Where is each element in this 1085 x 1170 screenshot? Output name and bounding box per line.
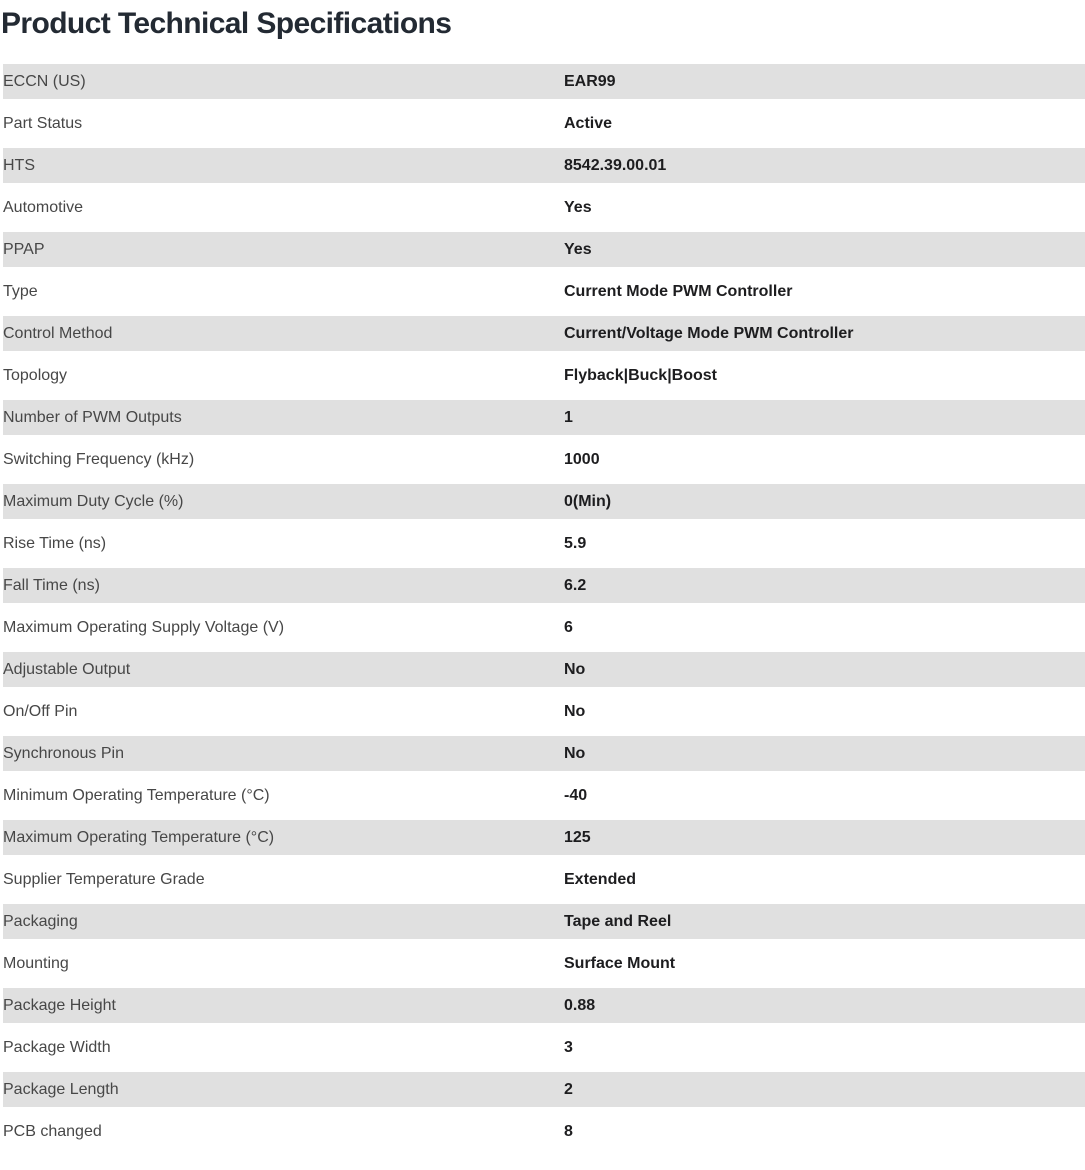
spec-value: 8 — [564, 1122, 573, 1140]
spec-value: 1000 — [564, 450, 600, 468]
specs-table-body — [3, 64, 1085, 1149]
spec-label: Package Height — [3, 996, 116, 1014]
spec-row — [3, 1030, 1085, 1065]
spec-value: 5.9 — [564, 534, 587, 552]
spec-label: Minimum Operating Temperature (°C) — [3, 786, 270, 804]
spec-label: Number of PWM Outputs — [3, 408, 182, 426]
spec-value: 1 — [564, 408, 573, 426]
spec-row — [3, 400, 1085, 435]
spec-label: Type — [3, 282, 38, 300]
spec-label: ECCN (US) — [3, 72, 86, 90]
spec-value: No — [564, 744, 586, 762]
spec-label: Rise Time (ns) — [3, 534, 107, 552]
page-title: Product Technical Specifications — [1, 7, 452, 40]
spec-row — [3, 862, 1085, 897]
spec-label: PPAP — [3, 240, 45, 258]
spec-row — [3, 988, 1085, 1023]
spec-row — [3, 64, 1085, 99]
spec-label: HTS — [3, 156, 35, 174]
spec-row — [3, 694, 1085, 729]
spec-row — [3, 610, 1085, 645]
spec-label: Package Width — [3, 1038, 111, 1056]
spec-value: Surface Mount — [564, 954, 676, 972]
spec-value: 8542.39.00.01 — [564, 156, 667, 174]
spec-label: Maximum Operating Temperature (°C) — [3, 828, 275, 846]
spec-value: 125 — [564, 828, 591, 846]
spec-label: Control Method — [3, 324, 113, 342]
spec-label: Part Status — [3, 114, 83, 132]
spec-row — [3, 946, 1085, 981]
spec-value: EAR99 — [564, 72, 616, 90]
spec-label: Fall Time (ns) — [3, 576, 100, 594]
spec-label: Synchronous Pin — [3, 744, 124, 762]
spec-row — [3, 442, 1085, 477]
spec-label: PCB changed — [3, 1122, 102, 1140]
spec-row — [3, 1114, 1085, 1149]
spec-value: No — [564, 660, 586, 678]
spec-row — [3, 358, 1085, 393]
spec-value: 3 — [564, 1038, 573, 1056]
spec-value: 0(Min) — [564, 492, 612, 510]
spec-value: -40 — [564, 786, 588, 804]
spec-label: Package Length — [3, 1080, 119, 1098]
spec-row — [3, 820, 1085, 855]
spec-value: Current Mode PWM Controller — [564, 282, 793, 300]
spec-value: Extended — [564, 870, 637, 888]
spec-row — [3, 526, 1085, 561]
spec-value: Tape and Reel — [564, 912, 672, 930]
spec-label: Switching Frequency (kHz) — [3, 450, 195, 468]
spec-row — [3, 190, 1085, 225]
spec-value: Flyback|Buck|Boost — [564, 366, 717, 384]
spec-row — [3, 148, 1085, 183]
spec-label: Topology — [3, 366, 68, 384]
specs-table — [3, 57, 1085, 1156]
spec-value: Current/Voltage Mode PWM Controller — [564, 324, 854, 342]
spec-label: Maximum Duty Cycle (%) — [3, 492, 184, 510]
spec-value: 0.88 — [564, 996, 596, 1014]
spec-row — [3, 106, 1085, 141]
spec-row — [3, 1072, 1085, 1107]
spec-row — [3, 778, 1085, 813]
spec-row — [3, 652, 1085, 687]
spec-row — [3, 316, 1085, 351]
spec-value: Yes — [564, 198, 592, 216]
spec-label: On/Off Pin — [3, 702, 78, 720]
spec-row — [3, 568, 1085, 603]
spec-value: 2 — [564, 1080, 573, 1098]
spec-value: Active — [564, 114, 613, 132]
spec-value: 6.2 — [564, 576, 587, 594]
spec-row — [3, 232, 1085, 267]
spec-row — [3, 484, 1085, 519]
spec-label: Adjustable Output — [3, 660, 131, 678]
spec-label: Packaging — [3, 912, 78, 930]
spec-label: Mounting — [3, 954, 69, 972]
spec-label: Maximum Operating Supply Voltage (V) — [3, 618, 285, 636]
spec-value: 6 — [564, 618, 573, 636]
spec-row — [3, 904, 1085, 939]
spec-value: Yes — [564, 240, 592, 258]
spec-row — [3, 274, 1085, 309]
spec-value: No — [564, 702, 586, 720]
spec-row — [3, 736, 1085, 771]
spec-label: Automotive — [3, 198, 84, 216]
spec-label: Supplier Temperature Grade — [3, 870, 205, 888]
